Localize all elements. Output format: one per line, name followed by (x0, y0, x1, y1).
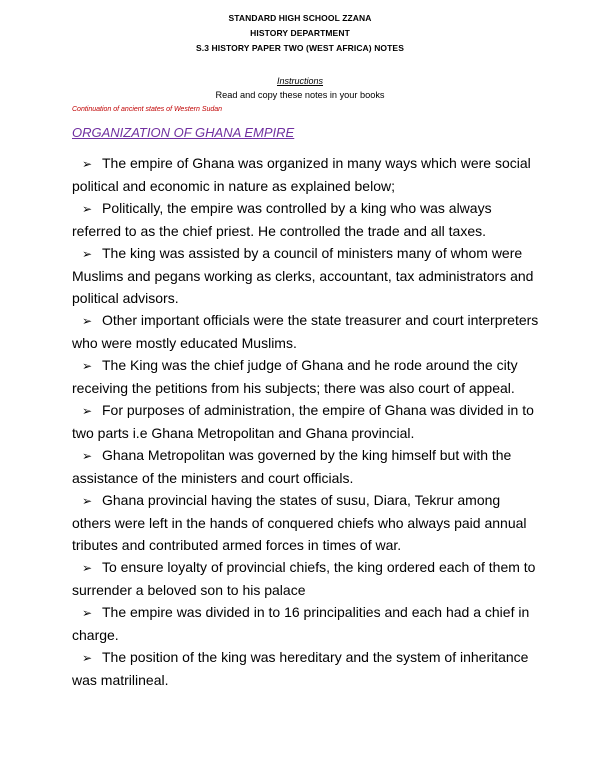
arrow-bullet-icon: ➢ (81, 449, 93, 463)
arrow-bullet-icon: ➢ (81, 651, 93, 665)
list-item-text: The empire was divided in to 16 principalities and each had a chief in charge. (72, 604, 530, 643)
notes-list (72, 152, 540, 691)
list-item-text: Politically, the empire was controlled by a king who was always referred to as the chief priest. He controlled the trade and all taxes. (72, 200, 492, 239)
list-item-text: The king was assisted by a council of ministers many of whom were Muslims and pegans working as clerks, accountant, tax administrators and political advisors. (72, 245, 534, 306)
arrow-bullet-icon: ➢ (81, 247, 93, 261)
arrow-bullet-icon: ➢ (81, 561, 93, 575)
arrow-bullet-icon: ➢ (81, 314, 93, 328)
instructions-title: Instructions (276, 76, 324, 86)
list-item (72, 399, 540, 444)
list-item (72, 489, 540, 556)
arrow-bullet-icon: ➢ (81, 359, 93, 373)
arrow-bullet-icon: ➢ (81, 494, 93, 508)
list-item-text: Other important officials were the state treasurer and court interpreters who were mostly educated Muslims. (72, 312, 539, 351)
list-item-text: Ghana provincial having the states of susu, Diara, Tekrur among others were left in the hands of conquered chiefs who always paid annual tributes and contributed armed forces in times of war. (72, 492, 527, 553)
arrow-bullet-icon: ➢ (81, 157, 93, 171)
list-item (72, 444, 540, 489)
list-item-text: To ensure loyalty of provincial chiefs, the king ordered each of them to surrender a beloved son to his palace (72, 559, 536, 598)
list-item (72, 556, 540, 601)
list-item (72, 152, 540, 197)
list-item (72, 601, 540, 646)
arrow-bullet-icon: ➢ (81, 606, 93, 620)
instructions-text: Read and copy these notes in your books (215, 90, 385, 100)
list-item-text: The King was the chief judge of Ghana and he rode around the city receiving the petitions from his subjects; there was also court of appeal. (72, 357, 518, 396)
list-item (72, 309, 540, 354)
list-item (72, 197, 540, 242)
section-heading: ORGANIZATION OF GHANA EMPIRE (72, 125, 295, 140)
list-item (72, 646, 540, 691)
list-item-text: Ghana Metropolitan was governed by the king himself but with the assistance of the ministers and court officials. (72, 447, 512, 486)
school-name: STANDARD HIGH SCHOOL ZZANA (228, 13, 372, 23)
arrow-bullet-icon: ➢ (81, 202, 93, 216)
department-name: HISTORY DEPARTMENT (250, 28, 350, 38)
paper-title: S.3 HISTORY PAPER TWO (WEST AFRICA) NOTES (196, 43, 404, 53)
list-item-text: For purposes of administration, the empire of Ghana was divided in to two parts i.e Ghana Metropolitan and Ghana provincial. (72, 402, 534, 441)
list-item-text: The position of the king was hereditary and the system of inheritance was matrilineal. (72, 649, 529, 688)
list-item (72, 354, 540, 399)
list-item (72, 242, 540, 309)
continuation-note: Continuation of ancient states of Western Sudan (72, 106, 223, 113)
arrow-bullet-icon: ➢ (81, 404, 93, 418)
list-item-text: The empire of Ghana was organized in many ways which were social political and economic in nature as explained below; (72, 155, 531, 194)
